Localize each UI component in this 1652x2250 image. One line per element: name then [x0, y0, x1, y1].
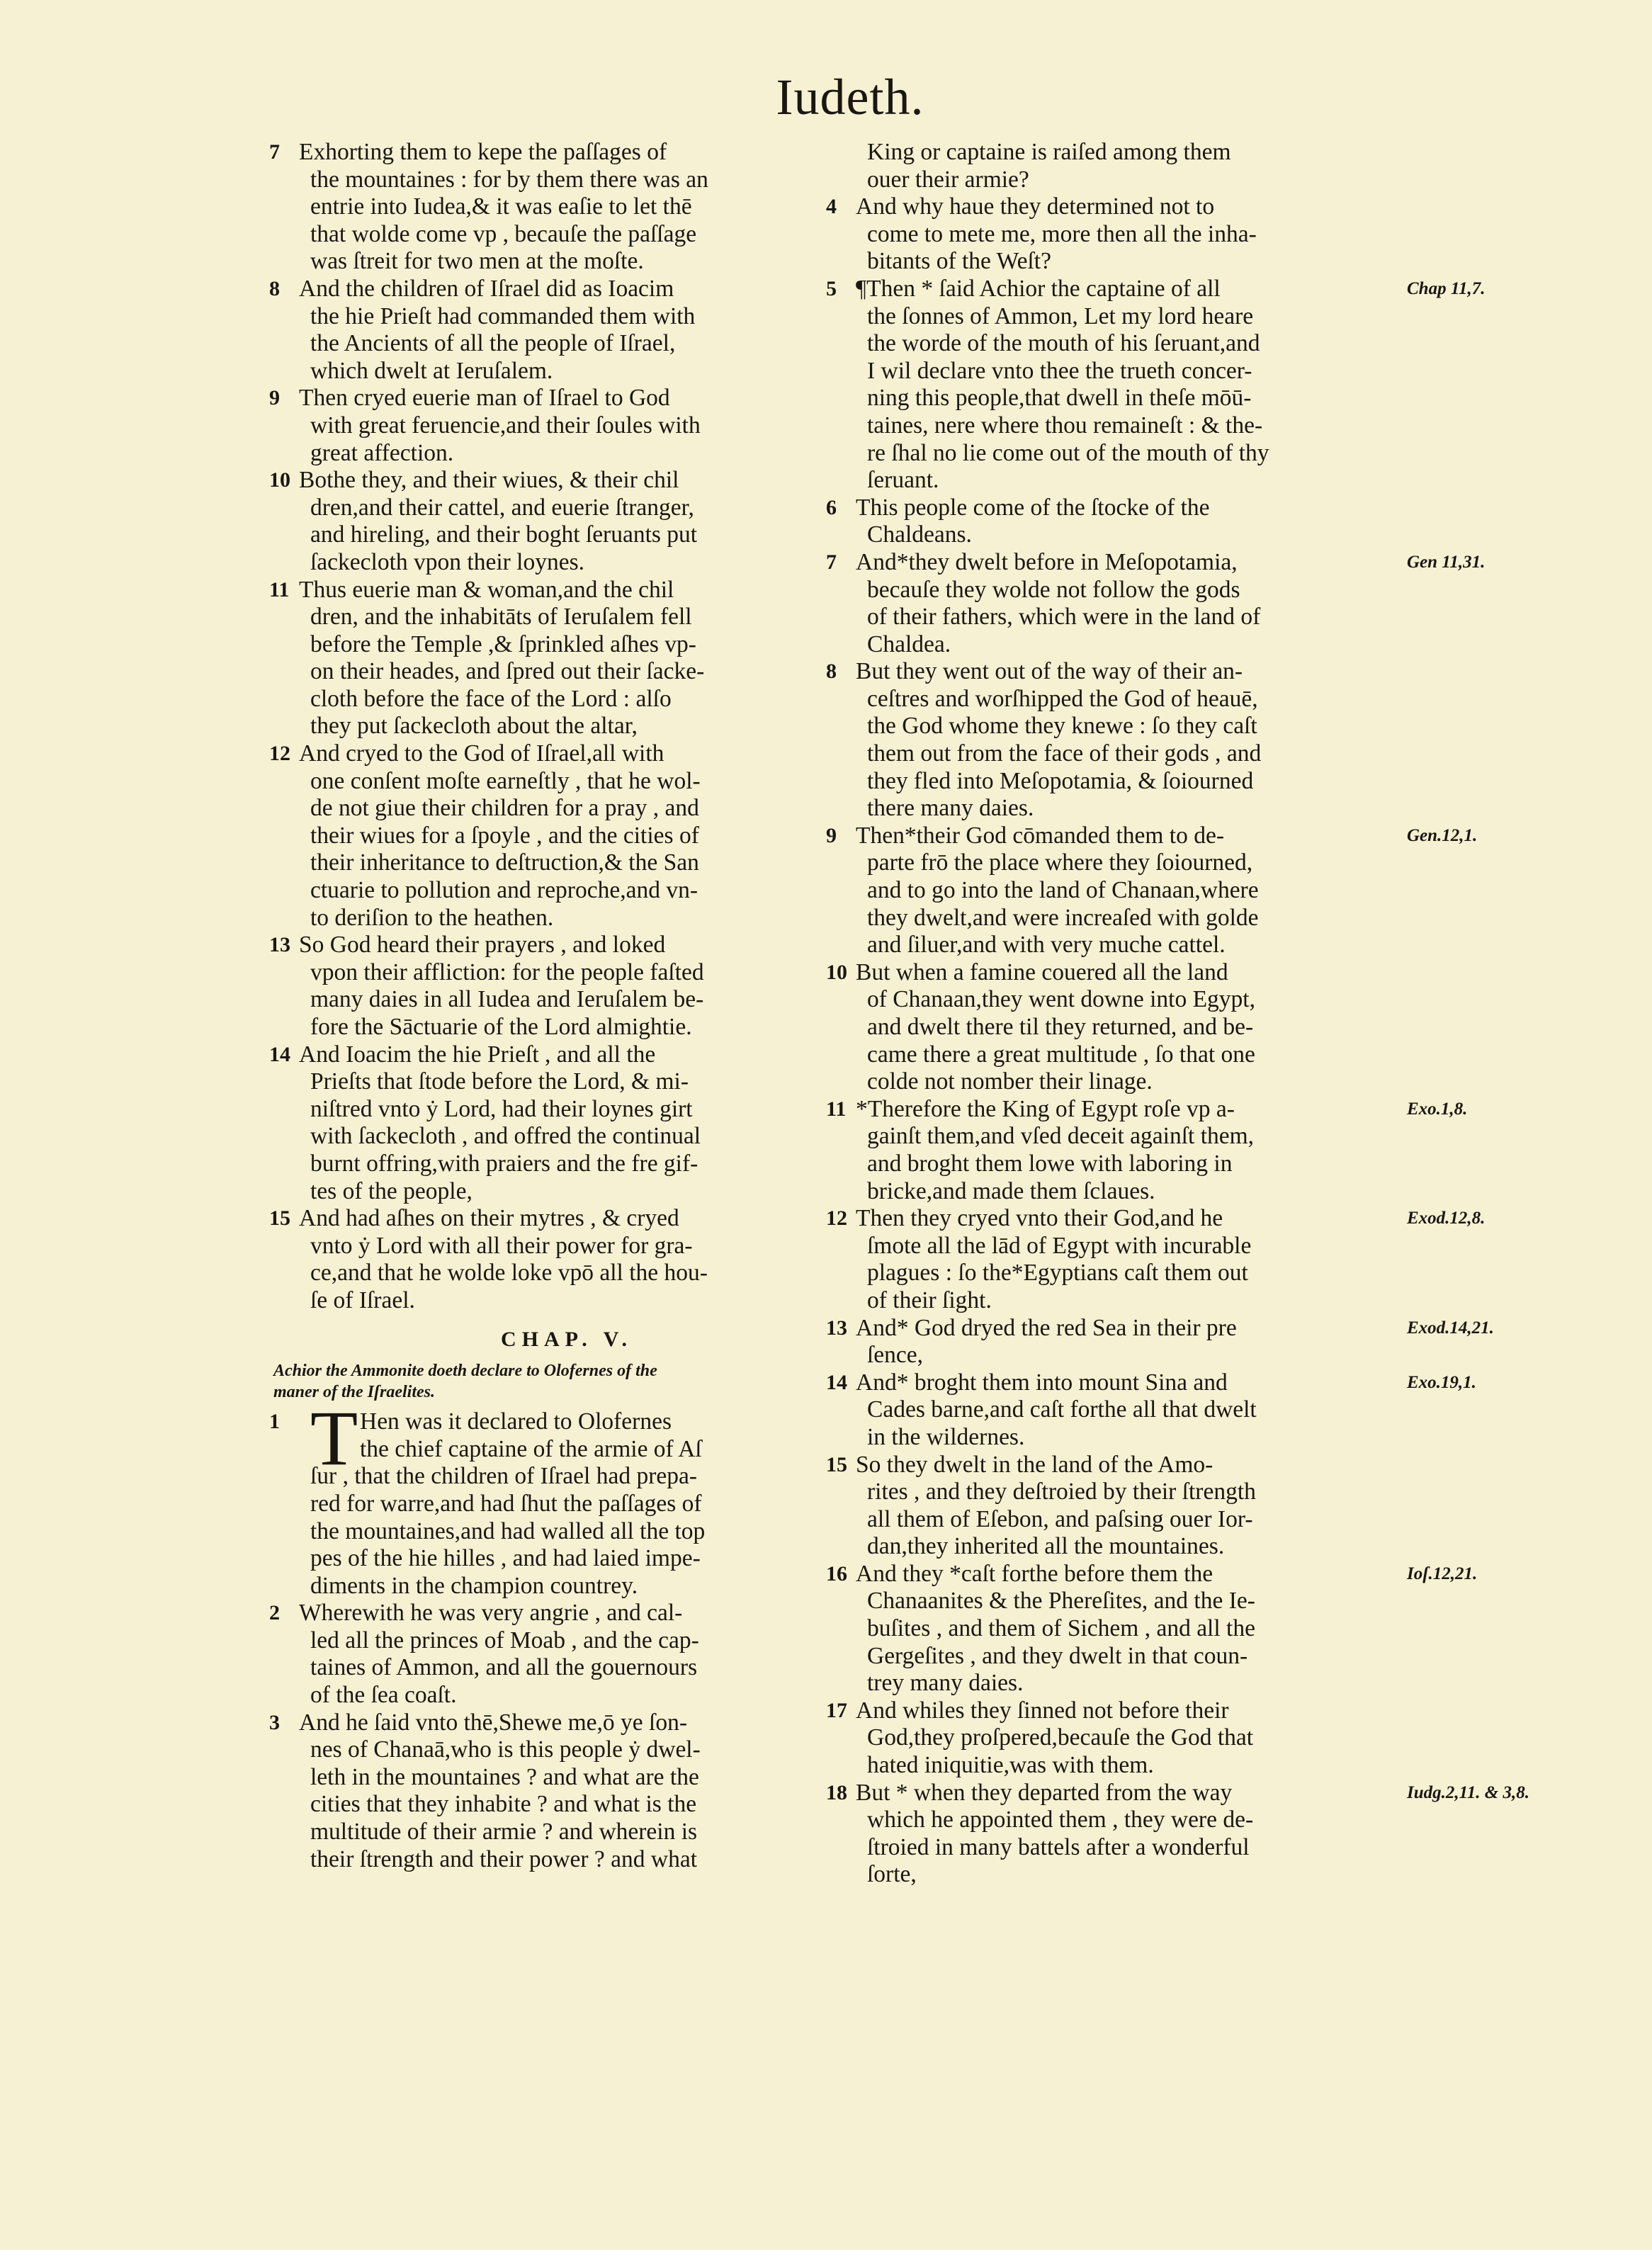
verse-line: ſorte, — [867, 1861, 917, 1888]
verse-line: ctuarie to pollution and reproche,and vn- — [310, 877, 698, 904]
verse — [826, 494, 1393, 549]
verse-line: ouer their armie? — [867, 166, 1029, 193]
verse-number: 13 — [826, 1316, 847, 1340]
verse — [826, 193, 1393, 276]
verse-line: come to mete me, more then all the inha- — [867, 220, 1257, 247]
verse — [826, 1205, 1486, 1314]
verse-line: And* God dryed the red Sea in their pre — [856, 1314, 1237, 1341]
verse-number: 2 — [269, 1601, 280, 1625]
verse-number: 12 — [826, 1206, 847, 1231]
verse-line: ſmote all the lād of Egypt with incurable — [867, 1232, 1252, 1259]
verse-line: dren, and the inhabitāts of Ieruſalem fell — [310, 604, 692, 631]
verse-line: which dwelt at Ieruſalem. — [310, 357, 553, 384]
margin-reference: Ioſ.12,21. — [1407, 1564, 1478, 1583]
verse-line: This people come of the ſtocke of the — [856, 494, 1210, 521]
verse-line: ſe of Iſrael. — [310, 1287, 415, 1313]
verse-line: many daies in all Iudea and Ieruſalem be- — [310, 986, 704, 1013]
verse-line: and dwelt there til they returned, and be- — [867, 1014, 1254, 1040]
drop-cap: T — [310, 1395, 358, 1482]
verse-line: cloth before the face of the Lord : alſo — [310, 685, 672, 712]
verse-line: taines, nere where thou remaineſt : & the- — [867, 412, 1263, 439]
verse-number: 9 — [269, 386, 280, 410]
verse — [269, 740, 836, 932]
verse-number: 11 — [826, 1097, 847, 1121]
verse-line: colde not nomber their linage. — [867, 1068, 1153, 1095]
verse-line: vnto ẏ Lord with all their power for gra- — [310, 1232, 693, 1259]
verse — [269, 276, 836, 385]
verse-line: in the wildernes. — [867, 1423, 1025, 1450]
verse-line: and broght them lowe with laboring in — [867, 1150, 1233, 1177]
verse-number: 14 — [269, 1042, 290, 1066]
verse-line: which he appointed them , they were de- — [867, 1807, 1254, 1833]
verse-line: the hie Prieſt had commanded them with — [310, 303, 696, 329]
verse-line: them out from the face of their gods , and — [867, 740, 1262, 767]
verse-line: gainſt them,and vſed deceit againſt them, — [867, 1123, 1255, 1150]
verse-line: ſtroied in many battels after a wonderful — [867, 1833, 1250, 1860]
verse — [269, 577, 836, 741]
verse-line: And* broght them into mount Sina and — [856, 1369, 1228, 1396]
verse-number: 11 — [269, 577, 290, 601]
verse-line: and to go into the land of Chanaan,where — [867, 877, 1259, 904]
verse-line: ſence, — [867, 1342, 924, 1369]
verse-number: 9 — [826, 823, 837, 847]
verse-line: Chaldea. — [867, 631, 951, 657]
verse-line: And Ioacim the hie Prieſt , and all the — [299, 1041, 656, 1068]
verse-line: fore the Sāctuarie of the Lord almightie. — [310, 1014, 692, 1040]
verse-line: buſites , and them of Sichem , and all the — [867, 1615, 1255, 1642]
verse-line: with great feruencie,and their ſoules with — [310, 412, 701, 439]
verse — [269, 139, 836, 276]
margin-reference: Chap 11,7. — [1407, 278, 1486, 298]
left-column — [269, 139, 836, 1873]
verse — [826, 275, 1486, 494]
verse-number: 15 — [826, 1452, 847, 1476]
verse — [269, 1600, 836, 1709]
verse-line: Prieſts that ſtode before the Lord, & mi- — [310, 1068, 689, 1095]
verse — [826, 139, 1393, 193]
verse-line: ceſtres and worſhipped the God of heauē, — [867, 685, 1258, 712]
margin-reference: Exod.12,8. — [1407, 1209, 1486, 1228]
verse-line: to deriſion to the heathen. — [310, 904, 554, 931]
verse-line: of the ſea coaſt. — [310, 1682, 457, 1709]
verse-number: 10 — [826, 960, 847, 984]
verse-line: and ſiluer,and with very muche cattel. — [867, 932, 1226, 959]
verse-line: plagues : ſo the*Egyptians caſt them out — [867, 1260, 1248, 1287]
verse-line: cities that they inhabite ? and what is the — [310, 1791, 697, 1818]
verse-number: 4 — [826, 195, 837, 219]
summary-line: maner of the Iſraelites. — [273, 1383, 435, 1402]
verse-line: re ſhal no lie come out of the mouth of thy — [867, 439, 1269, 466]
verse — [826, 1314, 1494, 1369]
verse-line: Then*their God cōmanded them to de- — [856, 822, 1225, 849]
verse-line: *Therefore the King of Egypt roſe vp a- — [856, 1095, 1235, 1122]
verse — [826, 548, 1486, 658]
verse-line: one conſent moſte earneſtly , that he wol- — [310, 767, 701, 794]
verse-line: Then they cryed vnto their God,and he — [856, 1205, 1223, 1232]
verse-line: hated iniquitie,was with them. — [867, 1752, 1154, 1779]
verse-number: 3 — [269, 1710, 280, 1734]
verse-line: ce,and that he wolde loke vpō all the hou- — [310, 1260, 708, 1287]
verse-line: Hen was it declared to Olofernes — [360, 1408, 672, 1435]
verse-line: all them of Eſebon, and paſsing ouer Ior- — [867, 1505, 1253, 1532]
verse-line: they put ſackecloth about the altar, — [310, 713, 638, 740]
verse-line: ning this people,that dwell in theſe mōū- — [867, 385, 1252, 412]
verse-line: burnt offring,with praiers and the fre gif- — [310, 1150, 698, 1177]
verse-line: of Chanaan,they went downe into Egypt, — [867, 986, 1255, 1013]
verse-number: 6 — [826, 495, 837, 519]
verse-number: 8 — [826, 660, 837, 684]
verse-line: parte frō the place where they ſoiourned, — [867, 849, 1253, 876]
verse-line: de not giue their children for a pray , and — [310, 795, 699, 822]
verse-number: 7 — [269, 140, 280, 164]
chapter-heading: CHAP. V. — [501, 1327, 633, 1351]
verse — [269, 932, 836, 1041]
verse-line: And the children of Iſrael did as Ioacim — [299, 275, 674, 302]
verse-number: 15 — [269, 1206, 290, 1231]
verse-line: tes of the people, — [310, 1177, 473, 1204]
verse-line: came there a great multitude , ſo that one — [867, 1041, 1255, 1068]
running-head: Iudeth. — [776, 69, 924, 125]
verse-line: Bothe they, and their wiues, & their chil — [299, 467, 679, 494]
verse-line: Chanaanites & the Phereſites, and the Ie- — [867, 1588, 1255, 1615]
margin-reference: Gen.12,1. — [1407, 825, 1478, 845]
verse-line: they fled into Meſopotamia, & ſoiourned — [867, 767, 1254, 794]
verse-line: great affection. — [310, 439, 454, 466]
verse-line: Then cryed euerie man of Iſrael to God — [299, 385, 670, 412]
verse-line: But * when they departed from the way — [856, 1779, 1233, 1806]
verse-line: ſur , that the children of Iſrael had prepa- — [310, 1463, 697, 1490]
right-column — [826, 139, 1529, 1889]
verse — [826, 1560, 1478, 1697]
verse — [826, 1095, 1468, 1205]
verse-line: was ſtreit for two men at the moſte. — [310, 248, 644, 275]
verse — [269, 1709, 836, 1874]
verse-line: the God whome they knewe : ſo they caſt — [867, 713, 1257, 740]
verse-line: ſeruant. — [867, 467, 939, 494]
verse-line: dren,and their cattel, and euerie ſtranger, — [310, 494, 694, 521]
verse-line: on their heades, and ſpred out their ſacke- — [310, 658, 705, 685]
verse-line: led all the princes of Moab , and the cap- — [310, 1627, 699, 1653]
verse-line: I wil declare vnto thee the trueth concer- — [867, 357, 1252, 384]
verse-line: Chaldeans. — [867, 521, 972, 548]
verse — [826, 658, 1393, 822]
verse-number: 7 — [826, 550, 837, 574]
verse-line: multitude of their armie ? and wherein is — [310, 1819, 698, 1845]
verse-line: So they dwelt in the land of the Amo- — [856, 1451, 1213, 1478]
verse-number: 10 — [269, 468, 290, 492]
verse-line: niſtred vnto ẏ Lord, had their loynes girt — [310, 1095, 693, 1122]
verse-line: And had aſhes on their mytres , & cryed — [299, 1205, 679, 1232]
verse-line: before the Temple ,& ſprinkled aſhes vp- — [310, 631, 696, 657]
verse-line: King or captaine is raiſed among them — [867, 139, 1231, 165]
verse-line: ¶Then * ſaid Achior the captaine of all — [856, 275, 1221, 302]
verse-line: there many daies. — [867, 795, 1034, 822]
verse-line: Thus euerie man & woman,and the chil — [299, 576, 674, 603]
verse-number: 8 — [269, 276, 280, 300]
verse-line: the Ancients of all the people of Iſrael, — [310, 330, 676, 357]
verse-number: 18 — [826, 1780, 847, 1804]
verse-line: the worde of the mouth of his ſeruant,and — [867, 330, 1260, 357]
verse-line: rites , and they deſtroied by their ſtrength — [867, 1479, 1256, 1505]
margin-reference: Exo.1,8. — [1407, 1099, 1468, 1119]
verse-line: Gergeſites , and they dwelt in that coun- — [867, 1642, 1248, 1669]
verse — [826, 1697, 1393, 1780]
verse-line: Wherewith he was very angrie , and cal- — [299, 1600, 683, 1627]
verse-line: with ſackecloth , and offred the continual — [310, 1123, 701, 1150]
verse-line: pes of the hie hilles , and had laied impe- — [310, 1545, 701, 1572]
verse-number: 16 — [826, 1561, 847, 1585]
verse-line: And he ſaid vnto thē,Shewe me,ō ye ſon- — [299, 1709, 687, 1736]
verse — [826, 1779, 1529, 1889]
verse-number: 1 — [269, 1410, 280, 1434]
verse — [826, 1452, 1393, 1561]
verse-line: dan,they inherited all the mountaines. — [867, 1533, 1225, 1560]
margin-reference: Exod.14,21. — [1407, 1318, 1494, 1338]
verse-line: trey many daies. — [867, 1670, 1024, 1697]
verse-line: their ſtrength and their power ? and what — [310, 1845, 698, 1872]
verse-line: bitants of the Weſt? — [867, 248, 1051, 275]
verse-line: their wiues for a ſpoyle , and the cities of — [310, 822, 699, 849]
verse-line: bricke,and made them ſclaues. — [867, 1177, 1155, 1204]
verse-line: And whiles they ſinned not before their — [856, 1697, 1229, 1724]
verse-line: Cades barne,and caſt forthe all that dwelt — [867, 1396, 1257, 1423]
verse-line: leth in the mountaines ? and what are the — [310, 1763, 699, 1790]
margin-reference: Iudg.2,11. & 3,8. — [1407, 1782, 1529, 1802]
verse — [269, 1041, 836, 1206]
verse — [826, 959, 1393, 1096]
verse-line: the chief captaine of the armie of Aſ — [360, 1435, 702, 1462]
verse — [269, 385, 836, 467]
verse-number: 13 — [269, 933, 290, 957]
verse-line: vpon their affliction: for the people faſted — [310, 959, 704, 985]
verse-number: 5 — [826, 276, 837, 300]
verse-line: their inheritance to deſtruction,& the San — [310, 849, 699, 876]
verse — [826, 1369, 1476, 1452]
verse-line: and hireling, and their boght ſeruants put — [310, 521, 698, 548]
verse-line: And why haue they determined not to — [856, 193, 1215, 220]
verse-line: ſackecloth vpon their loynes. — [310, 548, 585, 575]
verse-number: 17 — [826, 1698, 847, 1722]
verse-line: becauſe they wolde not follow the gods — [867, 576, 1240, 603]
margin-reference: Exo.19,1. — [1407, 1372, 1476, 1392]
verse — [826, 822, 1478, 959]
verse-line: Exhorting them to kepe the paſſages of — [299, 139, 667, 165]
verse-line: God,they proſpered,becauſe the God that — [867, 1724, 1254, 1751]
verse-line: And cryed to the God of Iſrael,all with — [299, 740, 664, 767]
verse — [269, 467, 836, 576]
verse-line: taines of Ammon, and all the gouernours — [310, 1654, 698, 1681]
verse — [269, 1205, 836, 1314]
verse — [269, 1395, 836, 1600]
verse-line: the mountaines : for by them there was an — [310, 166, 708, 193]
margin-reference: Gen 11,31. — [1407, 552, 1486, 572]
verse-line: of their fathers, which were in the land of — [867, 604, 1261, 631]
verse-line: So God heard their prayers , and loked — [299, 932, 666, 959]
verse-line: nes of Chanaā,who is this people ẏ dwel- — [310, 1736, 701, 1763]
verse-line: diments in the champion countrey. — [310, 1572, 638, 1599]
verse-line: the ſonnes of Ammon, Let my lord heare — [867, 303, 1254, 329]
verse-line: But they went out of the way of their an- — [856, 658, 1243, 685]
verse-line: red for warre,and had ſhut the paſſages of — [310, 1490, 702, 1517]
verse-line: that wolde come vp , becauſe the paſſage — [310, 220, 697, 247]
verse-line: But when a famine couered all the land — [856, 959, 1228, 985]
verse-line: they dwelt,and were increaſed with golde — [867, 904, 1259, 931]
verse-number: 14 — [826, 1370, 847, 1394]
verse-line: the mountaines,and had walled all the top — [310, 1517, 706, 1544]
verse-line: And they *caſt forthe before them the — [856, 1560, 1213, 1587]
verse-number: 12 — [269, 742, 290, 766]
verse-line: of their ſight. — [867, 1287, 992, 1313]
verse-line: entrie into Iudea,& it was eaſie to let thē — [310, 193, 692, 220]
summary-line: Achior the Ammonite doeth declare to Olofernes of the — [273, 1362, 657, 1381]
verse-line: And*they dwelt before in Meſopotamia, — [856, 548, 1238, 575]
